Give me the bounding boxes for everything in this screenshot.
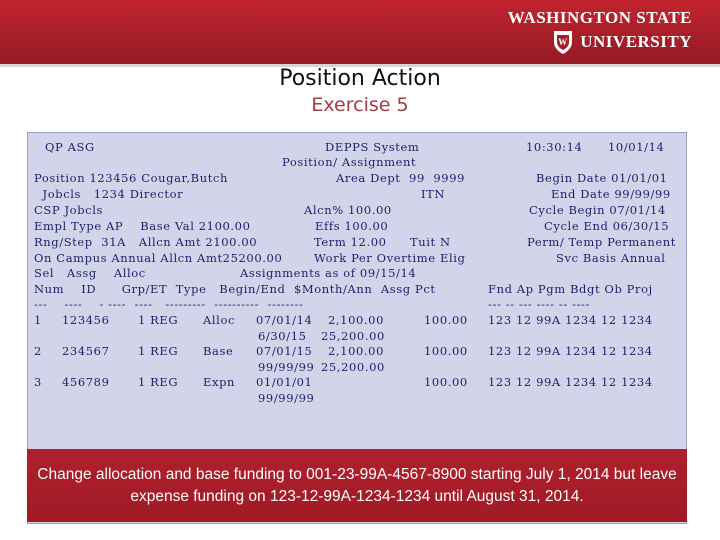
funding-header-dashes: --- -- --- ---- -- ----	[488, 297, 591, 311]
row-3-grp: 1 REG	[138, 375, 179, 389]
row-1-pct: 100.00	[424, 313, 468, 327]
row-2-pct: 100.00	[424, 344, 468, 358]
tuit-field: Tuit N	[410, 235, 451, 249]
row-2-funding: 123 12 99A 1234 12 1234	[488, 344, 653, 358]
row-1-funding: 123 12 99A 1234 12 1234	[488, 313, 653, 327]
slide-subtitle: Exercise 5	[311, 94, 409, 116]
term-field: Term 12.00	[314, 235, 387, 249]
row-2-type: Base	[203, 344, 234, 358]
clock-time: 10:30:14	[526, 140, 583, 154]
svg-text:W: W	[558, 37, 568, 47]
row-3-funding: 123 12 99A 1234 12 1234	[488, 375, 653, 389]
work-per-field: Work Per Overtime Elig	[314, 251, 466, 265]
table-header-dashes: --- ---- - ---- ---- --------- ---------- --------	[34, 297, 304, 311]
brand-line-2: UNIVERSITY	[580, 32, 692, 51]
row-2-end: 99/99/99	[258, 360, 315, 374]
wsu-crest-icon	[552, 29, 574, 55]
row-2-id: 234567	[62, 344, 110, 358]
svc-basis-field: Svc Basis Annual	[556, 251, 666, 265]
row-3-type: Expn	[203, 375, 236, 389]
screen-code: QP ASG	[45, 140, 95, 154]
row-2-begin: 07/01/15	[256, 344, 313, 358]
row-2-month: 2,100.00	[328, 344, 385, 358]
wsu-logo	[508, 9, 692, 55]
jobcls-field: Jobcls 1234 Director	[34, 187, 184, 201]
row-2-ann: 25,200.00	[321, 360, 385, 374]
row-1-end: 6/30/15	[258, 329, 307, 343]
instruction-text: Change allocation and base funding to 001-23-99A-4567-8900 starting July 1, 2014 but leave expense funding on 123-12-99A-1234-1234 until August 31, 2014.	[37, 465, 677, 505]
effs-field: Effs 100.00	[315, 219, 389, 233]
begin-date-field: Begin Date 01/01/01	[536, 171, 668, 185]
area-dept-field: Area Dept 99 9999	[336, 171, 466, 185]
instruction-caption	[27, 449, 687, 522]
perm-temp-field: Perm/ Temp Permanent	[527, 235, 676, 249]
position-field[interactable]: Position 123456 Cougar,Butch	[34, 171, 228, 185]
row-1-ann: 25,200.00	[321, 329, 385, 343]
table-header-row-1: Sel Assg Alloc	[34, 266, 146, 280]
row-2-num[interactable]: 2	[34, 344, 42, 358]
row-2-grp: 1 REG	[138, 344, 179, 358]
row-1-begin: 07/01/14	[256, 313, 313, 327]
row-3-end: 99/99/99	[258, 391, 315, 405]
cycle-end-field: Cycle End 06/30/15	[544, 219, 670, 233]
row-1-type: Alloc	[203, 313, 236, 327]
row-1-grp: 1 REG	[138, 313, 179, 327]
row-1-num[interactable]: 1	[34, 313, 42, 327]
row-1-id: 123456	[62, 313, 110, 327]
annual-allcn-field: On Campus Annual Allcn Amt25200.00	[34, 251, 283, 265]
cycle-begin-field: Cycle Begin 07/01/14	[529, 203, 666, 217]
csp-jobcls-field: CSP Jobcls	[34, 203, 103, 217]
empl-type-field: Empl Type AP Base Val 2100.00	[34, 219, 251, 233]
funding-header: Fnd Ap Pgm Bdgt Ob Proj	[488, 282, 653, 296]
screen-title: Position/ Assignment	[282, 155, 417, 169]
assignments-as-of: Assignments as of 09/15/14	[240, 266, 417, 280]
row-3-pct: 100.00	[424, 375, 468, 389]
range-step-field: Rng/Step 31A Allcn Amt 2100.00	[34, 235, 258, 249]
top-banner	[0, 0, 720, 64]
itn-field: ITN	[421, 187, 446, 201]
brand-line-1: WASHINGTON STATE	[507, 8, 692, 27]
row-1-month: 2,100.00	[328, 313, 385, 327]
clock-date: 10/01/14	[608, 140, 665, 154]
row-3-begin: 01/01/01	[256, 375, 313, 389]
end-date-field: End Date 99/99/99	[551, 187, 671, 201]
row-3-num[interactable]: 3	[34, 375, 42, 389]
slide-title: Position Action	[279, 66, 441, 91]
row-3-id: 456789	[62, 375, 110, 389]
alcn-pct-field: Alcn% 100.00	[304, 203, 392, 217]
table-header-row-2: Num ID Grp/ET Type Begin/End $Month/Ann Assg Pct	[34, 282, 436, 296]
system-name: DEPPS System	[325, 140, 420, 154]
